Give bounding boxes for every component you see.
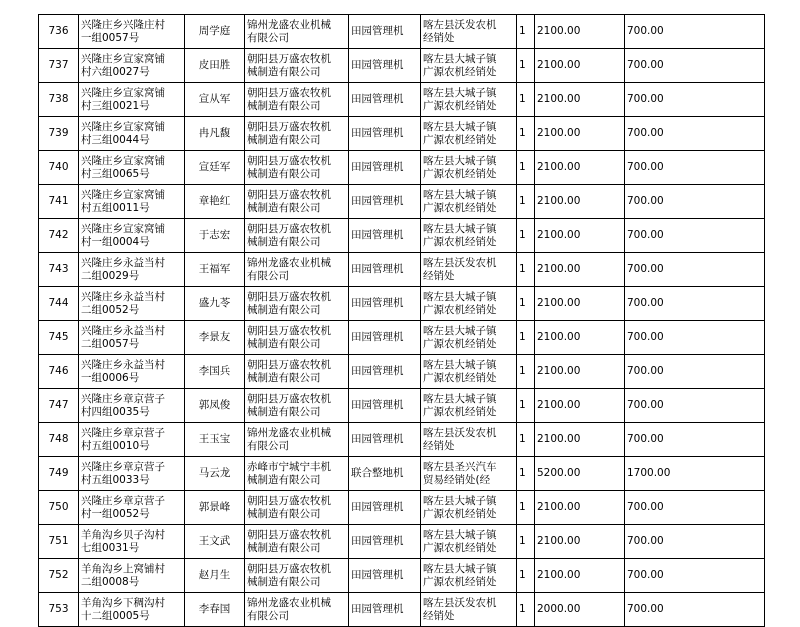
row-dealer-line: 广源农机经销处 [423,541,497,554]
row-manufacturer [245,321,349,355]
row-amount-self: 700.00 [625,559,765,593]
row-name: 盛九苓 [185,287,245,321]
row-name: 王福军 [185,253,245,287]
row-address-line: 兴隆庄乡章京营子 [81,427,165,440]
row-name: 于志宏 [185,219,245,253]
row-manufacturer [245,15,349,49]
table-row [39,593,765,627]
row-amount-subsidy: 2100.00 [535,15,625,49]
table-row [39,253,765,287]
row-manufacturer-line: 械制造有限公司 [247,167,321,180]
row-quantity: 1 [517,321,535,355]
row-address-line: 二组0029号 [81,269,140,282]
row-manufacturer [245,253,349,287]
row-dealer-line: 喀左县大城子镇 [423,223,497,236]
row-manufacturer-line: 朝阳县万盛农牧机 [247,291,331,304]
row-amount-self: 700.00 [625,15,765,49]
row-manufacturer-line: 械制造有限公司 [247,65,321,78]
row-manufacturer [245,423,349,457]
row-address-line: 村一组0052号 [81,507,150,520]
row-amount-subsidy: 2100.00 [535,287,625,321]
table-row [39,15,765,49]
row-address-line: 村三组0044号 [81,133,150,146]
row-amount-self: 700.00 [625,117,765,151]
row-manufacturer-line: 械制造有限公司 [247,575,321,588]
row-quantity: 1 [517,287,535,321]
row-name: 宣廷军 [185,151,245,185]
row-address [79,457,185,491]
row-machine-type: 田园管理机 [349,287,421,321]
row-dealer-line: 经销处 [423,609,455,622]
row-quantity: 1 [517,559,535,593]
row-name: 王玉宝 [185,423,245,457]
row-machine-type: 田园管理机 [349,389,421,423]
row-address-line: 村一组0004号 [81,235,150,248]
row-address-line: 羊角沟乡下稠沟村 [81,597,165,610]
row-dealer-line: 广源农机经销处 [423,303,497,316]
row-dealer-line: 喀左县大城子镇 [423,121,497,134]
row-amount-subsidy: 2100.00 [535,117,625,151]
row-quantity: 1 [517,457,535,491]
table-row [39,321,765,355]
row-quantity: 1 [517,219,535,253]
row-address-line: 羊角沟乡上窝铺村 [81,563,165,576]
row-address [79,151,185,185]
row-dealer-line: 喀左县大城子镇 [423,325,497,338]
row-amount-self: 700.00 [625,219,765,253]
table-row [39,219,765,253]
row-address-line: 村五组0010号 [81,439,150,452]
row-manufacturer-line: 有限公司 [247,609,289,622]
row-quantity: 1 [517,525,535,559]
row-manufacturer-line: 械制造有限公司 [247,303,321,316]
row-machine-type: 田园管理机 [349,355,421,389]
row-name: 郭凤俊 [185,389,245,423]
row-name: 郭景峰 [185,491,245,525]
row-dealer-line: 喀左县大城子镇 [423,189,497,202]
row-address [79,423,185,457]
row-manufacturer-line: 朝阳县万盛农牧机 [247,393,331,406]
row-dealer [421,355,517,389]
row-name: 王文武 [185,525,245,559]
row-manufacturer-line: 锦州龙盛农业机械 [247,427,331,440]
row-manufacturer-line: 朝阳县万盛农牧机 [247,223,331,236]
row-amount-self: 700.00 [625,253,765,287]
row-dealer-line: 喀左县大城子镇 [423,393,497,406]
row-dealer-line: 广源农机经销处 [423,167,497,180]
row-quantity: 1 [517,491,535,525]
table-row [39,559,765,593]
row-index: 739 [39,117,79,151]
row-address-line: 村四组0035号 [81,405,150,418]
row-address-line: 兴隆庄乡永益当村 [81,359,165,372]
row-address [79,49,185,83]
row-amount-subsidy: 2100.00 [535,491,625,525]
row-manufacturer [245,559,349,593]
row-manufacturer-line: 械制造有限公司 [247,337,321,350]
row-dealer-line: 广源农机经销处 [423,371,497,384]
row-name: 宣从军 [185,83,245,117]
row-index: 742 [39,219,79,253]
row-address [79,287,185,321]
row-dealer [421,219,517,253]
row-dealer-line: 广源农机经销处 [423,65,497,78]
row-quantity: 1 [517,389,535,423]
row-address [79,525,185,559]
row-quantity: 1 [517,151,535,185]
row-address-line: 二组0008号 [81,575,140,588]
row-manufacturer [245,219,349,253]
row-index: 736 [39,15,79,49]
row-amount-subsidy: 2100.00 [535,253,625,287]
row-amount-self: 700.00 [625,185,765,219]
row-address-line: 兴隆庄乡永益当村 [81,291,165,304]
row-dealer [421,83,517,117]
row-dealer [421,151,517,185]
row-manufacturer-line: 朝阳县万盛农牧机 [247,87,331,100]
row-amount-self: 700.00 [625,321,765,355]
row-machine-type: 田园管理机 [349,117,421,151]
table-row [39,457,765,491]
row-dealer [421,525,517,559]
row-dealer-line: 广源农机经销处 [423,507,497,520]
row-manufacturer-line: 械制造有限公司 [247,541,321,554]
row-index: 750 [39,491,79,525]
row-amount-self: 700.00 [625,355,765,389]
row-address [79,83,185,117]
row-address-line: 兴隆庄乡章京营子 [81,495,165,508]
row-dealer-line: 广源农机经销处 [423,201,497,214]
row-address-line: 兴隆庄乡章京营子 [81,461,165,474]
row-address [79,559,185,593]
row-manufacturer-line: 锦州龙盛农业机械 [247,597,331,610]
row-amount-subsidy: 2100.00 [535,525,625,559]
row-manufacturer [245,83,349,117]
row-dealer [421,593,517,627]
row-manufacturer-line: 械制造有限公司 [247,99,321,112]
row-machine-type: 田园管理机 [349,593,421,627]
table-row [39,389,765,423]
row-machine-type: 田园管理机 [349,525,421,559]
row-dealer [421,559,517,593]
row-manufacturer-line: 赤峰市宁城宁丰机 [247,461,331,474]
row-index: 737 [39,49,79,83]
table-row [39,83,765,117]
table-row [39,117,765,151]
document-page [0,14,800,622]
row-machine-type: 田园管理机 [349,49,421,83]
row-amount-subsidy: 2100.00 [535,83,625,117]
row-dealer-line: 喀左县大城子镇 [423,359,497,372]
row-amount-self: 700.00 [625,491,765,525]
row-amount-subsidy: 2100.00 [535,151,625,185]
row-dealer-line: 经销处 [423,31,455,44]
table-row [39,49,765,83]
row-address [79,15,185,49]
row-address-line: 兴隆庄乡宣家窝铺 [81,87,165,100]
row-manufacturer-line: 朝阳县万盛农牧机 [247,155,331,168]
row-dealer [421,253,517,287]
row-dealer-line: 广源农机经销处 [423,99,497,112]
row-machine-type: 田园管理机 [349,15,421,49]
row-dealer-line: 喀左县沃发农机 [423,257,497,270]
row-index: 738 [39,83,79,117]
row-address-line: 兴隆庄乡永益当村 [81,257,165,270]
row-address [79,593,185,627]
row-manufacturer [245,117,349,151]
row-manufacturer-line: 锦州龙盛农业机械 [247,257,331,270]
row-dealer [421,185,517,219]
row-manufacturer [245,389,349,423]
row-address-line: 十二组0005号 [81,609,150,622]
row-manufacturer-line: 械制造有限公司 [247,405,321,418]
row-dealer-line: 广源农机经销处 [423,133,497,146]
row-machine-type: 田园管理机 [349,185,421,219]
row-dealer [421,389,517,423]
row-manufacturer [245,151,349,185]
row-manufacturer [245,457,349,491]
row-dealer-line: 广源农机经销处 [423,575,497,588]
row-manufacturer-line: 朝阳县万盛农牧机 [247,121,331,134]
row-dealer-line: 喀左县大城子镇 [423,155,497,168]
row-address-line: 兴隆庄乡宣家窝铺 [81,223,165,236]
row-quantity: 1 [517,49,535,83]
row-index: 751 [39,525,79,559]
table-row [39,423,765,457]
row-dealer-line: 经销处 [423,269,455,282]
row-amount-self: 700.00 [625,83,765,117]
row-address-line: 兴隆庄乡永益当村 [81,325,165,338]
row-index: 740 [39,151,79,185]
row-address [79,321,185,355]
row-quantity: 1 [517,355,535,389]
row-dealer-line: 喀左县沃发农机 [423,19,497,32]
row-dealer-line: 喀左县大城子镇 [423,563,497,576]
row-machine-type: 田园管理机 [349,559,421,593]
row-amount-self: 700.00 [625,423,765,457]
row-amount-self: 700.00 [625,49,765,83]
row-dealer-line: 贸易经销处(经 [423,473,491,486]
row-manufacturer-line: 朝阳县万盛农牧机 [247,53,331,66]
row-manufacturer-line: 朝阳县万盛农牧机 [247,495,331,508]
row-address-line: 村六组0027号 [81,65,150,78]
row-name: 皮田胜 [185,49,245,83]
row-amount-subsidy: 5200.00 [535,457,625,491]
row-quantity: 1 [517,83,535,117]
row-manufacturer-line: 械制造有限公司 [247,133,321,146]
row-address [79,355,185,389]
row-quantity: 1 [517,253,535,287]
row-name: 马云龙 [185,457,245,491]
row-address-line: 兴隆庄乡宣家窝铺 [81,189,165,202]
row-manufacturer-line: 朝阳县万盛农牧机 [247,529,331,542]
row-machine-type: 田园管理机 [349,321,421,355]
row-dealer [421,457,517,491]
row-dealer-line: 喀左县沃发农机 [423,597,497,610]
row-name: 李景友 [185,321,245,355]
row-manufacturer-line: 锦州龙盛农业机械 [247,19,331,32]
row-address-line: 村五组0033号 [81,473,150,486]
row-amount-self: 700.00 [625,593,765,627]
row-dealer-line: 广源农机经销处 [423,235,497,248]
row-address-line: 兴隆庄乡宣家窝铺 [81,53,165,66]
row-quantity: 1 [517,15,535,49]
row-manufacturer-line: 械制造有限公司 [247,235,321,248]
row-amount-subsidy: 2000.00 [535,593,625,627]
row-manufacturer-line: 有限公司 [247,439,289,452]
row-quantity: 1 [517,185,535,219]
row-address [79,253,185,287]
row-machine-type: 田园管理机 [349,491,421,525]
row-address [79,219,185,253]
row-address-line: 一组0057号 [81,31,140,44]
row-index: 753 [39,593,79,627]
row-dealer-line: 广源农机经销处 [423,337,497,350]
row-index: 752 [39,559,79,593]
row-address-line: 一组0006号 [81,371,140,384]
row-manufacturer-line: 有限公司 [247,269,289,282]
row-dealer-line: 喀左县大城子镇 [423,495,497,508]
row-name: 李国兵 [185,355,245,389]
row-amount-self: 700.00 [625,151,765,185]
row-name: 冉凡馥 [185,117,245,151]
row-name: 周学庭 [185,15,245,49]
row-name: 章艳红 [185,185,245,219]
row-dealer [421,49,517,83]
row-machine-type: 田园管理机 [349,83,421,117]
row-dealer [421,117,517,151]
row-manufacturer-line: 械制造有限公司 [247,371,321,384]
row-amount-self: 700.00 [625,525,765,559]
row-manufacturer-line: 朝阳县万盛农牧机 [247,563,331,576]
row-dealer-line: 经销处 [423,439,455,452]
row-manufacturer-line: 械制造有限公司 [247,201,321,214]
row-manufacturer [245,593,349,627]
row-dealer [421,321,517,355]
row-manufacturer-line: 朝阳县万盛农牧机 [247,359,331,372]
row-dealer-line: 喀左县大城子镇 [423,87,497,100]
row-manufacturer [245,49,349,83]
row-manufacturer-line: 朝阳县万盛农牧机 [247,325,331,338]
row-amount-subsidy: 2100.00 [535,185,625,219]
row-address-line: 七组0031号 [81,541,140,554]
row-manufacturer-line: 有限公司 [247,31,289,44]
row-dealer-line: 喀左县大城子镇 [423,291,497,304]
row-manufacturer [245,287,349,321]
row-address-line: 村三组0065号 [81,167,150,180]
row-index: 747 [39,389,79,423]
row-machine-type: 田园管理机 [349,253,421,287]
row-amount-subsidy: 2100.00 [535,355,625,389]
row-amount-subsidy: 2100.00 [535,389,625,423]
row-index: 744 [39,287,79,321]
row-amount-subsidy: 2100.00 [535,559,625,593]
row-address-line: 兴隆庄乡宣家窝铺 [81,155,165,168]
row-amount-self: 700.00 [625,389,765,423]
row-manufacturer [245,185,349,219]
row-manufacturer-line: 械制造有限公司 [247,473,321,486]
row-address-line: 兴隆庄乡宣家窝铺 [81,121,165,134]
row-address-line: 羊角沟乡贝子沟村 [81,529,165,542]
row-machine-type: 田园管理机 [349,151,421,185]
row-dealer [421,287,517,321]
row-address-line: 兴隆庄乡兴隆庄村 [81,19,165,32]
row-dealer-line: 喀左县大城子镇 [423,529,497,542]
row-dealer [421,423,517,457]
table-row [39,287,765,321]
row-index: 745 [39,321,79,355]
row-amount-subsidy: 2100.00 [535,49,625,83]
row-machine-type: 田园管理机 [349,219,421,253]
row-machine-type: 田园管理机 [349,423,421,457]
table-row [39,355,765,389]
row-address [79,389,185,423]
row-address-line: 兴隆庄乡章京营子 [81,393,165,406]
row-manufacturer [245,491,349,525]
row-address [79,185,185,219]
row-address [79,491,185,525]
row-index: 741 [39,185,79,219]
row-address-line: 村五组0011号 [81,201,150,214]
subsidy-table [38,14,765,627]
row-manufacturer [245,525,349,559]
row-address-line: 二组0052号 [81,303,140,316]
row-quantity: 1 [517,423,535,457]
row-quantity: 1 [517,117,535,151]
row-manufacturer-line: 械制造有限公司 [247,507,321,520]
row-dealer-line: 喀左县大城子镇 [423,53,497,66]
row-dealer [421,491,517,525]
row-dealer-line: 喀左县圣兴汽车 [423,461,497,474]
row-dealer [421,15,517,49]
row-amount-self: 700.00 [625,287,765,321]
table-row [39,525,765,559]
table-row [39,185,765,219]
row-amount-subsidy: 2100.00 [535,321,625,355]
row-amount-subsidy: 2100.00 [535,423,625,457]
row-manufacturer-line: 朝阳县万盛农牧机 [247,189,331,202]
row-address-line: 二组0057号 [81,337,140,350]
row-amount-self: 1700.00 [625,457,765,491]
table-row [39,491,765,525]
row-index: 746 [39,355,79,389]
row-machine-type: 联合整地机 [349,457,421,491]
row-dealer-line: 喀左县沃发农机 [423,427,497,440]
row-dealer-line: 广源农机经销处 [423,405,497,418]
table-row [39,151,765,185]
row-index: 749 [39,457,79,491]
row-index: 743 [39,253,79,287]
row-name: 李春国 [185,593,245,627]
row-manufacturer [245,355,349,389]
row-name: 赵月生 [185,559,245,593]
row-amount-subsidy: 2100.00 [535,219,625,253]
row-quantity: 1 [517,593,535,627]
row-index: 748 [39,423,79,457]
row-address [79,117,185,151]
row-address-line: 村三组0021号 [81,99,150,112]
